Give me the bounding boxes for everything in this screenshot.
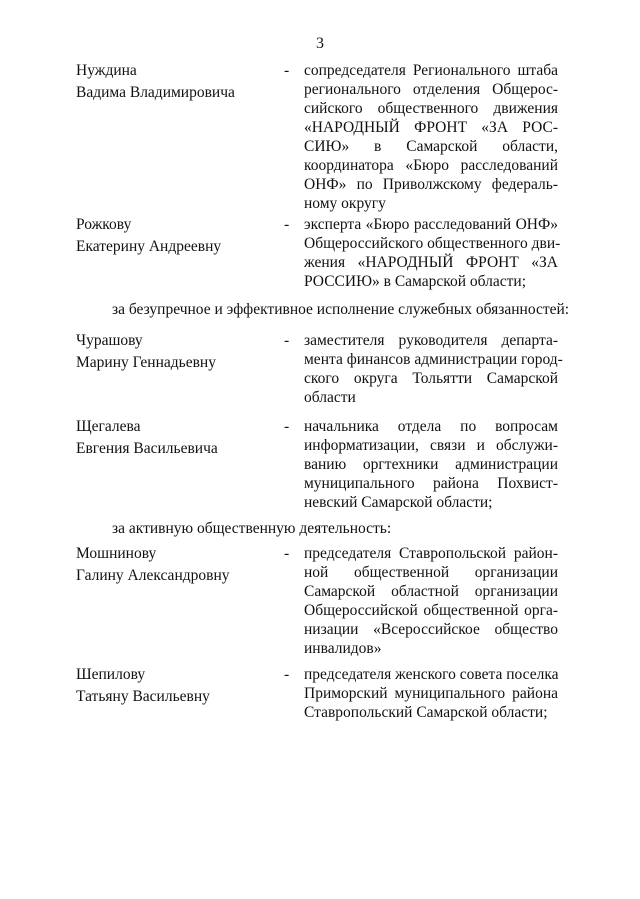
entry-dash: - — [284, 418, 290, 435]
person-surname: Щегалева — [76, 418, 141, 435]
entry-dash: - — [284, 666, 290, 683]
description-line: мента финансов администрации город- — [304, 351, 563, 368]
person-name — [76, 543, 276, 587]
description-line: инвалидов» — [304, 640, 382, 657]
description-line: ОНФ» по Приволжскому федераль- — [304, 176, 558, 193]
description-line: ному округу — [304, 195, 386, 212]
person-name — [76, 664, 276, 708]
entry-dash: - — [284, 216, 290, 233]
description-line: РОССИЮ» в Самарской области; — [304, 273, 527, 290]
description-line: невский Самарской области; — [304, 494, 493, 511]
description-line: «НАРОДНЫЙ ФРОНТ «ЗА РОС- — [304, 119, 558, 136]
section-heading: за активную общественную деятельность: — [112, 520, 392, 537]
description-line: начальника отдела по вопросам — [304, 418, 558, 435]
description-line: сийского общественного движения — [304, 100, 558, 117]
description-line: Самарской областной организации — [304, 583, 558, 600]
person-surname: Шепилову — [76, 666, 146, 683]
description-line: председателя Ставропольской район- — [304, 545, 558, 562]
person-name — [76, 60, 276, 104]
position-description — [304, 544, 558, 658]
description-line: сопредседателя Регионального штаба — [304, 62, 558, 79]
description-line: ванию оргтехники администрации — [304, 456, 558, 473]
position-description — [304, 331, 563, 407]
person-given-names: Екатерину Андреевну — [76, 238, 222, 255]
description-line: ной общественной организации — [304, 564, 558, 581]
person-given-names: Евгения Васильевича — [76, 440, 218, 457]
description-line: эксперта «Бюро расследований ОНФ» — [304, 216, 558, 233]
position-description — [304, 665, 558, 722]
description-line: регионального отделения Общерос- — [304, 81, 558, 98]
person-name — [76, 214, 276, 258]
person-given-names: Марину Геннадьевну — [76, 354, 216, 371]
description-line: информатизации, связи и обслужи- — [304, 437, 558, 454]
position-description — [304, 417, 558, 512]
person-name — [76, 330, 276, 374]
description-line: муниципального района Похвист- — [304, 475, 558, 492]
entry-dash: - — [284, 62, 290, 79]
description-line: Общероссийской общественной орга- — [304, 602, 558, 619]
position-description — [304, 215, 561, 291]
description-line: координатора «Бюро расследований — [304, 157, 558, 174]
description-line: области — [304, 389, 356, 406]
description-line: ского округа Тольятти Самарской — [304, 370, 558, 387]
person-surname: Мошнинову — [76, 545, 157, 562]
entry-dash: - — [284, 545, 290, 562]
description-line: председателя женского совета поселка — [304, 666, 559, 683]
position-description — [304, 61, 558, 213]
description-line: жения «НАРОДНЫЙ ФРОНТ «ЗА — [304, 254, 558, 271]
description-line: Общероссийского общественного дви- — [304, 235, 561, 252]
person-given-names: Вадима Владимировича — [76, 84, 235, 101]
person-name — [76, 416, 276, 460]
person-surname: Нуждина — [76, 62, 137, 79]
entry-dash: - — [284, 332, 290, 349]
description-line: низации «Всероссийское общество — [304, 621, 558, 638]
person-surname: Чурашову — [76, 332, 143, 349]
section-heading: за безупречное и эффективное исполнение служебных обязанностей: — [112, 301, 570, 318]
person-surname: Рожкову — [76, 216, 132, 233]
description-line: Ставропольский Самарской области; — [304, 704, 548, 721]
description-line: СИЮ» в Самарской области, — [304, 138, 558, 155]
description-line: Приморский муниципального района — [304, 685, 558, 702]
page-number: 3 — [316, 35, 324, 52]
person-given-names: Галину Александровну — [76, 567, 230, 584]
person-given-names: Татьяну Васильевну — [76, 688, 210, 705]
description-line: заместителя руководителя департа- — [304, 332, 558, 349]
